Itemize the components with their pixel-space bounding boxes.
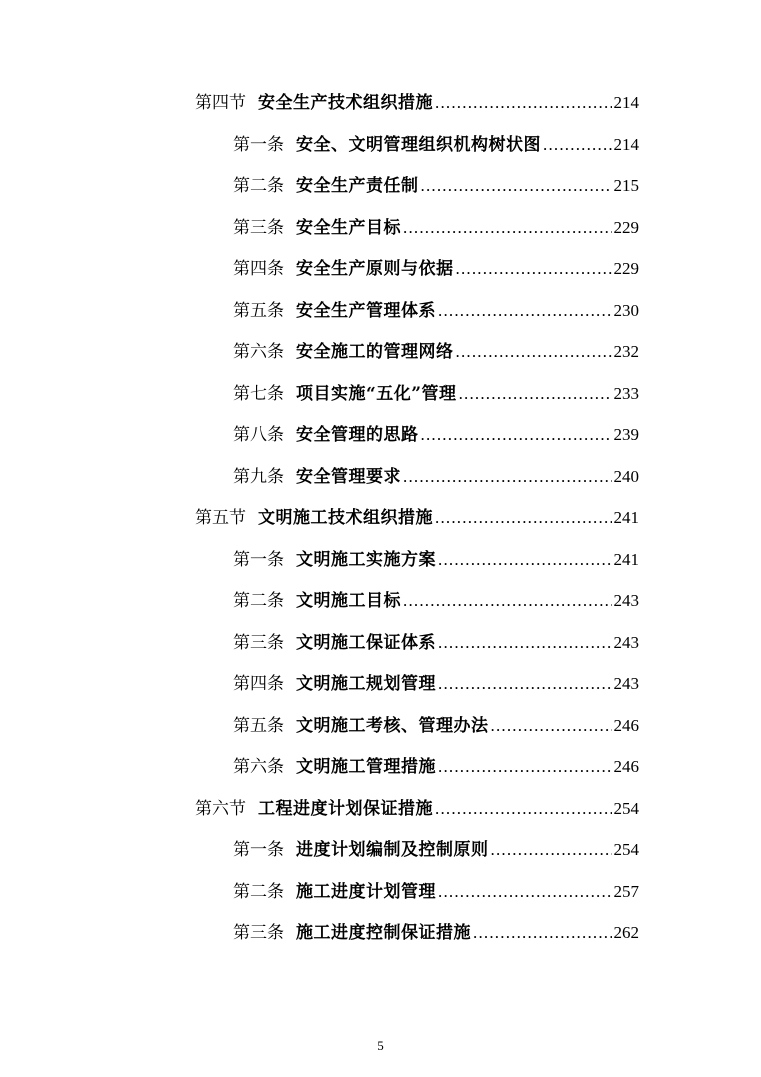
toc-entry-title: 文明施工保证体系 [296,632,436,653]
toc-entry-title: 安全生产技术组织措施 [258,93,433,113]
toc-article-entry [233,462,639,492]
toc-entry-page: 262 [613,923,639,942]
toc-article-entry [233,213,639,243]
toc-entry-page: 232 [613,342,639,361]
page-number: 5 [377,1038,384,1053]
toc-article-entry [233,835,639,865]
toc-dot-leader [438,752,612,782]
toc-entry-number: 第一条 [233,134,284,155]
toc-entry-title: 施工进度控制保证措施 [296,923,471,943]
toc-entry-title: 项目实施“五化”管理 [296,383,457,404]
toc-entry-title: 文明施工考核、管理办法 [296,715,489,736]
toc-article-entry [233,545,639,575]
toc-entry-title: 安全生产目标 [296,217,401,238]
toc-article-entry [233,669,639,699]
toc-entry-page: 246 [613,757,639,776]
toc-entry-title: 文明施工规划管理 [296,674,436,694]
toc-entry-number: 第九条 [233,466,284,487]
toc-entry-number: 第四条 [233,259,284,279]
toc-entry-title: 安全管理要求 [296,466,401,487]
toc-entry-page: 257 [613,881,639,901]
toc-dot-leader [435,503,612,533]
toc-article-entry [233,586,639,616]
toc-entry-page: 240 [613,466,639,486]
toc-entry-title: 安全管理的思路 [296,425,419,445]
toc-entry-number: 第二条 [233,591,284,611]
toc-entry-number: 第七条 [233,383,284,404]
toc-entry-title: 文明施工技术组织措施 [258,508,433,528]
toc-entry-number: 第三条 [233,923,284,943]
toc-entry-title: 安全生产原则与依据 [296,259,454,279]
toc-entry-page: 230 [613,300,639,320]
toc-dot-leader [438,628,612,658]
toc-article-entry [233,711,639,741]
toc-article-entry [233,171,639,201]
toc-entry-number: 第五条 [233,300,284,321]
toc-entry-number: 第四条 [233,674,284,694]
toc-article-entry [233,877,639,907]
toc-entry-title: 进度计划编制及控制原则 [296,840,489,860]
toc-entry-page: 233 [613,383,639,403]
toc-entry-page: 229 [613,259,639,278]
toc-article-entry [233,337,639,367]
toc-section-entry [195,503,639,533]
toc-entry-title: 安全生产责任制 [296,176,419,196]
toc-article-entry [233,628,639,658]
toc-dot-leader [403,213,612,243]
toc-entry-number: 第二条 [233,176,284,196]
toc-dot-leader [435,88,612,118]
toc-entry-page: 241 [613,508,639,527]
toc-entry-number: 第三条 [233,632,284,653]
toc-entry-number: 第四节 [195,93,246,113]
toc-entry-number: 第一条 [233,840,284,860]
toc-entry-title: 文明施工管理措施 [296,757,436,777]
toc-dot-leader [438,669,612,699]
toc-dot-leader [403,586,612,616]
toc-entry-title: 安全、文明管理组织机构树状图 [296,134,541,155]
toc-dot-leader [491,835,612,865]
toc-entry-page: 229 [613,217,639,237]
toc-article-entry [233,130,639,160]
toc-dot-leader [491,711,612,741]
toc-entry-page: 246 [613,715,639,735]
toc-dot-leader [421,171,612,201]
toc-entry-title: 工程进度计划保证措施 [258,798,433,819]
toc-entry-title: 施工进度计划管理 [296,881,436,902]
toc-article-entry [233,918,639,948]
toc-article-entry [233,752,639,782]
toc-entry-page: 214 [613,134,639,154]
toc-entry-page: 254 [613,798,639,818]
toc-entry-number: 第八条 [233,425,284,445]
toc-article-entry [233,296,639,326]
toc-dot-leader [543,130,612,160]
toc-entry-number: 第五条 [233,715,284,736]
toc-article-entry [233,379,639,409]
toc-entry-title: 文明施工目标 [296,591,401,611]
toc-entry-page: 241 [613,549,639,569]
toc-entry-title: 安全施工的管理网络 [296,342,454,362]
toc-section-entry [195,88,639,118]
toc-article-entry [233,420,639,450]
toc-dot-leader [459,379,612,409]
toc-dot-leader [403,462,612,492]
toc-entry-title: 文明施工实施方案 [296,549,436,570]
toc-entry-number: 第六条 [233,757,284,777]
toc-entry-page: 254 [613,840,639,859]
toc-dot-leader [473,918,612,948]
toc-entry-page: 239 [613,425,639,444]
toc-entry-number: 第一条 [233,549,284,570]
toc-entry-page: 243 [613,591,639,610]
toc-entry-page: 243 [613,674,639,693]
toc-dot-leader [456,254,612,284]
toc-section-entry [195,794,639,824]
toc-entry-number: 第六条 [233,342,284,362]
toc-dot-leader [438,296,612,326]
toc-entry-page: 243 [613,632,639,652]
toc-dot-leader [438,877,612,907]
toc-entry-number: 第二条 [233,881,284,902]
toc-dot-leader [421,420,612,450]
toc-entry-number: 第三条 [233,217,284,238]
toc-dot-leader [438,545,612,575]
toc-entry-page: 215 [613,176,639,195]
toc-entry-number: 第五节 [195,508,246,528]
toc-article-entry [233,254,639,284]
toc-dot-leader [456,337,612,367]
toc-dot-leader [435,794,612,824]
toc-entry-title: 安全生产管理体系 [296,300,436,321]
toc-entry-page: 214 [613,93,639,112]
toc-entry-number: 第六节 [195,798,246,819]
